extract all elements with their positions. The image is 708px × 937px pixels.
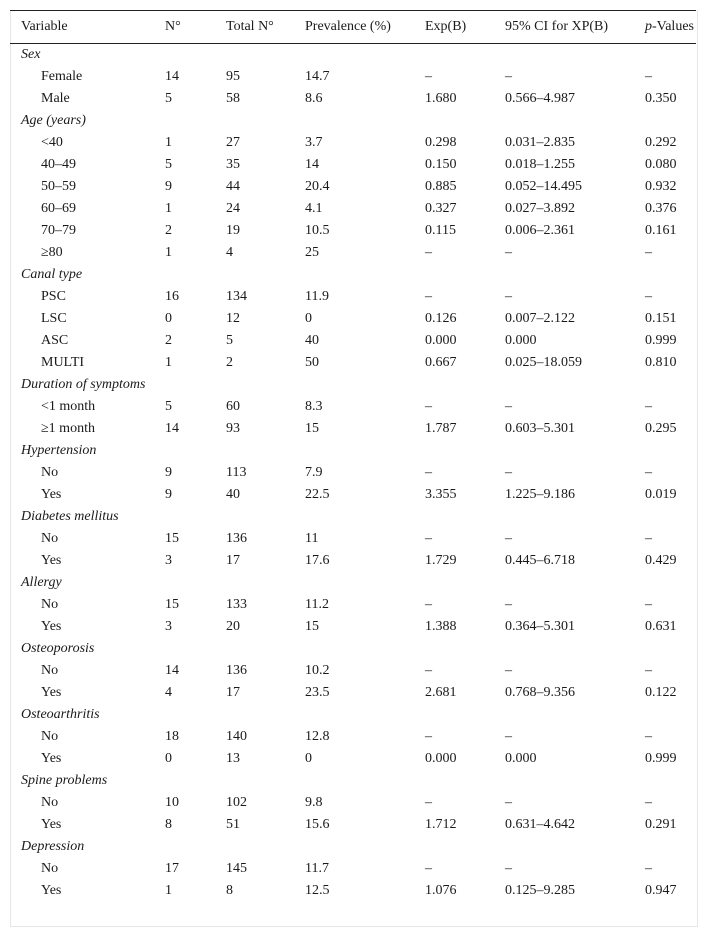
cell-prevalence: 22.5 [305, 487, 330, 502]
table-row [10, 198, 696, 220]
table-row [10, 748, 696, 770]
cell-ci: 0.052–14.495 [505, 179, 582, 194]
cell-expb: – [425, 465, 432, 480]
cell-variable: Yes [41, 817, 62, 832]
cell-prevalence: 11 [305, 531, 319, 546]
cell-total-n: 12 [226, 311, 240, 326]
cell-prevalence: 50 [305, 355, 319, 370]
cell-expb: 0.885 [425, 179, 457, 194]
cell-variable: Yes [41, 883, 62, 898]
cell-prevalence: 20.4 [305, 179, 330, 194]
cell-variable: ≥80 [41, 245, 63, 260]
cell-p-value: – [645, 729, 652, 744]
cell-ci: 0.025–18.059 [505, 355, 582, 370]
table-row [10, 858, 696, 880]
cell-total-n: 20 [226, 619, 240, 634]
cell-variable: No [41, 465, 59, 480]
cell-prevalence: 23.5 [305, 685, 330, 700]
cell-variable: No [41, 597, 59, 612]
header-total-n: Total N° [226, 11, 305, 44]
cell-total-n: 17 [226, 685, 240, 700]
cell-ci: 0.364–5.301 [505, 619, 575, 634]
cell-expb: – [425, 531, 432, 546]
table-row [10, 242, 696, 264]
cell-variable: Yes [41, 487, 62, 502]
cell-ci: 0.027–3.892 [505, 201, 575, 216]
cell-variable: 60–69 [41, 201, 76, 216]
cell-n: 15 [165, 597, 179, 612]
cell-total-n: 24 [226, 201, 240, 216]
cell-prevalence: 10.5 [305, 223, 330, 238]
cell-p-value: 0.999 [645, 751, 677, 766]
cell-variable: MULTI [41, 355, 85, 370]
cell-n: 1 [165, 201, 172, 216]
cell-expb: – [425, 289, 432, 304]
cell-prevalence: 9.8 [305, 795, 323, 810]
cell-prevalence: 14.7 [305, 69, 330, 84]
cell-p-value: – [645, 69, 652, 84]
cell-p-value: 0.376 [645, 201, 677, 216]
cell-expb: 1.076 [425, 883, 457, 898]
cell-expb: – [425, 729, 432, 744]
cell-prevalence: 11.9 [305, 289, 329, 304]
table-row [10, 616, 696, 638]
cell-total-n: 102 [226, 795, 247, 810]
table-row [10, 484, 696, 506]
table-row [10, 462, 696, 484]
group-label: Hypertension [21, 443, 97, 458]
group-label: Depression [21, 839, 85, 854]
cell-ci: – [505, 69, 512, 84]
cell-p-value: 0.932 [645, 179, 677, 194]
cell-n: 0 [165, 311, 172, 326]
cell-ci: 0.007–2.122 [505, 311, 575, 326]
cell-n: 2 [165, 333, 172, 348]
table-row [10, 594, 696, 616]
cell-expb: 0.000 [425, 751, 457, 766]
table-row [10, 286, 696, 308]
cell-ci: – [505, 289, 512, 304]
cell-prevalence: 25 [305, 245, 319, 260]
cell-p-value: – [645, 289, 652, 304]
cell-variable: No [41, 795, 59, 810]
cell-n: 17 [165, 861, 179, 876]
cell-n: 3 [165, 553, 172, 568]
cell-n: 14 [165, 663, 179, 678]
header-p-values [645, 11, 696, 44]
cell-n: 9 [165, 465, 172, 480]
cell-p-value: 0.291 [645, 817, 677, 832]
cell-total-n: 17 [226, 553, 240, 568]
group-row [10, 110, 696, 132]
cell-n: 5 [165, 157, 172, 172]
cell-variable: PSC [41, 289, 66, 304]
cell-variable: Female [41, 69, 83, 84]
cell-ci: 0.018–1.255 [505, 157, 575, 172]
cell-variable: 70–79 [41, 223, 76, 238]
cell-n: 1 [165, 245, 172, 260]
header-expb: Exp(B) [425, 11, 505, 44]
cell-total-n: 5 [226, 333, 233, 348]
cell-ci: 0.125–9.285 [505, 883, 575, 898]
group-row [10, 264, 696, 286]
cell-variable: <40 [41, 135, 63, 150]
cell-ci: 0.631–4.642 [505, 817, 575, 832]
cell-variable: Yes [41, 553, 62, 568]
cell-expb: – [425, 245, 432, 260]
cell-total-n: 40 [226, 487, 240, 502]
table-body [10, 44, 696, 903]
cell-total-n: 133 [226, 597, 247, 612]
cell-ci: – [505, 597, 512, 612]
cell-variable: <1 month [41, 399, 96, 414]
cell-variable: Yes [41, 751, 62, 766]
cell-variable: ASC [41, 333, 69, 348]
cell-ci: – [505, 531, 512, 546]
cell-total-n: 134 [226, 289, 247, 304]
cell-prevalence: 15.6 [305, 817, 330, 832]
cell-p-value: – [645, 245, 652, 260]
cell-p-value: 0.999 [645, 333, 677, 348]
cell-n: 2 [165, 223, 172, 238]
cell-total-n: 2 [226, 355, 233, 370]
cell-variable: Male [41, 91, 70, 106]
cell-p-value: 0.350 [645, 91, 677, 106]
cell-prevalence: 3.7 [305, 135, 323, 150]
group-label: Age (years) [21, 113, 86, 128]
table-row [10, 792, 696, 814]
cell-total-n: 4 [226, 245, 233, 260]
table-row [10, 154, 696, 176]
cell-p-value: 0.019 [645, 487, 677, 502]
group-label: Osteoporosis [21, 641, 95, 656]
cell-p-value: 0.080 [645, 157, 677, 172]
cell-n: 10 [165, 795, 179, 810]
table-row [10, 66, 696, 88]
cell-prevalence: 10.2 [305, 663, 330, 678]
cell-ci: – [505, 399, 512, 414]
cell-total-n: 51 [226, 817, 240, 832]
cell-expb: 0.327 [425, 201, 457, 216]
cell-total-n: 136 [226, 663, 247, 678]
table-row [10, 528, 696, 550]
table-row [10, 88, 696, 110]
cell-p-value: – [645, 795, 652, 810]
cell-n: 16 [165, 289, 179, 304]
cell-prevalence: 8.3 [305, 399, 323, 414]
cell-expb: – [425, 663, 432, 678]
table-row [10, 814, 696, 836]
cell-ci: – [505, 729, 512, 744]
table-row [10, 880, 696, 902]
group-row [10, 44, 696, 67]
cell-variable: No [41, 663, 59, 678]
cell-n: 3 [165, 619, 172, 634]
cell-n: 4 [165, 685, 172, 700]
cell-p-value: 0.161 [645, 223, 677, 238]
p-prefix: p [645, 19, 652, 34]
table-row [10, 176, 696, 198]
table-row [10, 132, 696, 154]
cell-expb: – [425, 795, 432, 810]
cell-p-value: – [645, 465, 652, 480]
cell-n: 14 [165, 421, 179, 436]
p-values-suffix: -Values [652, 19, 694, 34]
cell-total-n: 95 [226, 69, 240, 84]
cell-p-value: – [645, 861, 652, 876]
group-row [10, 770, 696, 792]
cell-prevalence: 11.7 [305, 861, 329, 876]
table-row [10, 396, 696, 418]
cell-p-value: – [645, 399, 652, 414]
cell-prevalence: 17.6 [305, 553, 330, 568]
header-prevalence: Prevalence (%) [305, 11, 425, 44]
cell-expb: 0.000 [425, 333, 457, 348]
table-row [10, 330, 696, 352]
cell-prevalence: 0 [305, 751, 312, 766]
data-table [10, 10, 696, 902]
group-label: Osteoarthritis [21, 707, 100, 722]
cell-expb: 1.388 [425, 619, 457, 634]
cell-variable: No [41, 729, 59, 744]
cell-ci: – [505, 861, 512, 876]
cell-variable: Yes [41, 685, 62, 700]
cell-total-n: 44 [226, 179, 240, 194]
group-row [10, 374, 696, 396]
cell-variable: Yes [41, 619, 62, 634]
cell-n: 1 [165, 135, 172, 150]
cell-p-value: – [645, 531, 652, 546]
cell-variable: No [41, 861, 59, 876]
table-row [10, 660, 696, 682]
cell-expb: – [425, 861, 432, 876]
cell-expb: 2.681 [425, 685, 457, 700]
cell-n: 1 [165, 355, 172, 370]
table-row [10, 220, 696, 242]
cell-n: 1 [165, 883, 172, 898]
table-row [10, 308, 696, 330]
cell-ci: 0.603–5.301 [505, 421, 575, 436]
cell-expb: – [425, 69, 432, 84]
group-label: Sex [21, 47, 41, 62]
cell-prevalence: 15 [305, 619, 319, 634]
table-row [10, 352, 696, 374]
cell-p-value: 0.810 [645, 355, 677, 370]
cell-total-n: 136 [226, 531, 247, 546]
cell-total-n: 27 [226, 135, 240, 150]
cell-total-n: 8 [226, 883, 233, 898]
cell-total-n: 145 [226, 861, 247, 876]
cell-n: 5 [165, 91, 172, 106]
cell-ci: 0.445–6.718 [505, 553, 575, 568]
cell-n: 0 [165, 751, 172, 766]
cell-expb: 1.680 [425, 91, 457, 106]
cell-expb: 0.298 [425, 135, 457, 150]
cell-expb: – [425, 399, 432, 414]
group-row [10, 440, 696, 462]
cell-prevalence: 12.5 [305, 883, 330, 898]
cell-expb: 1.712 [425, 817, 457, 832]
cell-prevalence: 7.9 [305, 465, 323, 480]
cell-prevalence: 40 [305, 333, 319, 348]
cell-ci: 1.225–9.186 [505, 487, 575, 502]
cell-prevalence: 12.8 [305, 729, 330, 744]
header-ci: 95% CI for XP(B) [505, 11, 645, 44]
table-row [10, 726, 696, 748]
cell-p-value: 0.947 [645, 883, 677, 898]
cell-p-value: – [645, 663, 652, 678]
table-row [10, 682, 696, 704]
cell-ci: 0.031–2.835 [505, 135, 575, 150]
cell-p-value: – [645, 597, 652, 612]
group-label: Canal type [21, 267, 83, 282]
header-n: N° [165, 11, 226, 44]
cell-prevalence: 15 [305, 421, 319, 436]
cell-expb: 0.667 [425, 355, 457, 370]
cell-variable: No [41, 531, 59, 546]
cell-prevalence: 11.2 [305, 597, 329, 612]
cell-total-n: 13 [226, 751, 240, 766]
cell-variable: 50–59 [41, 179, 76, 194]
cell-total-n: 19 [226, 223, 240, 238]
group-row [10, 506, 696, 528]
cell-variable: 40–49 [41, 157, 76, 172]
cell-prevalence: 0 [305, 311, 312, 326]
cell-total-n: 60 [226, 399, 240, 414]
group-label: Diabetes mellitus [21, 509, 119, 524]
cell-total-n: 93 [226, 421, 240, 436]
cell-ci: 0.000 [505, 333, 537, 348]
cell-p-value: 0.295 [645, 421, 677, 436]
cell-total-n: 140 [226, 729, 247, 744]
cell-expb: 3.355 [425, 487, 457, 502]
cell-p-value: 0.151 [645, 311, 677, 326]
cell-n: 5 [165, 399, 172, 414]
cell-expb: 1.787 [425, 421, 457, 436]
cell-n: 9 [165, 179, 172, 194]
group-row [10, 572, 696, 594]
cell-p-value: 0.122 [645, 685, 677, 700]
cell-prevalence: 14 [305, 157, 319, 172]
cell-expb: 1.729 [425, 553, 457, 568]
cell-prevalence: 4.1 [305, 201, 323, 216]
cell-n: 9 [165, 487, 172, 502]
cell-ci: – [505, 465, 512, 480]
cell-ci: 0.006–2.361 [505, 223, 575, 238]
group-row [10, 704, 696, 726]
cell-n: 8 [165, 817, 172, 832]
cell-variable: LSC [41, 311, 67, 326]
cell-n: 15 [165, 531, 179, 546]
group-label: Allergy [21, 575, 62, 590]
cell-ci: – [505, 663, 512, 678]
cell-p-value: 0.429 [645, 553, 677, 568]
cell-p-value: 0.631 [645, 619, 677, 634]
cell-n: 18 [165, 729, 179, 744]
header-variable: Variable [10, 11, 165, 44]
cell-ci: 0.768–9.356 [505, 685, 575, 700]
group-label: Duration of symptoms [21, 377, 146, 392]
cell-total-n: 113 [226, 465, 247, 480]
group-label: Spine problems [21, 773, 108, 788]
cell-total-n: 58 [226, 91, 240, 106]
cell-ci: 0.000 [505, 751, 537, 766]
header-row [10, 11, 696, 44]
cell-expb: 0.150 [425, 157, 457, 172]
table-row [10, 550, 696, 572]
cell-p-value: 0.292 [645, 135, 677, 150]
cell-variable: ≥1 month [41, 421, 95, 436]
cell-n: 14 [165, 69, 179, 84]
cell-expb: – [425, 597, 432, 612]
table-row [10, 418, 696, 440]
cell-total-n: 35 [226, 157, 240, 172]
cell-ci: – [505, 795, 512, 810]
cell-expb: 0.115 [425, 223, 456, 238]
group-row [10, 638, 696, 660]
group-row [10, 836, 696, 858]
cell-ci: – [505, 245, 512, 260]
cell-prevalence: 8.6 [305, 91, 323, 106]
cell-expb: 0.126 [425, 311, 457, 326]
cell-ci: 0.566–4.987 [505, 91, 575, 106]
